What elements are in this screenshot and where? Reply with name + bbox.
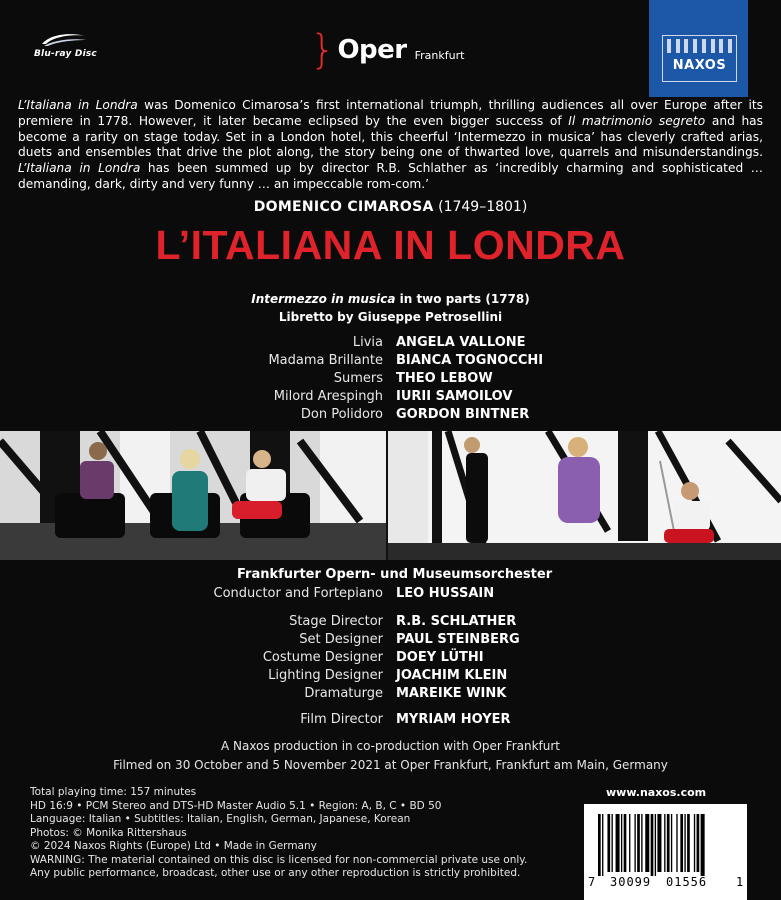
cast-name: IURII SAMOILOV [396,389,513,404]
synopsis-work-title: L’Italiana in Londra [18,161,141,176]
opera-title: L’ITALIANA IN LONDRA [155,222,626,268]
warning-line-2: Any public performance, broadcast, other use or any other reproduction is strictly prohibited. [30,867,521,879]
bluray-logo [34,30,106,59]
production-photos [0,431,781,560]
librettist: Libretto by Giuseppe Petrosellini [278,310,503,324]
creative-row [0,631,781,649]
technical-info [30,786,590,881]
cast-role: Don Polidoro [300,407,383,422]
naxos-word: NAXOS [672,58,727,73]
composer-line [0,199,781,215]
conductor-name: LEO HUSSAIN [396,586,495,601]
cast-row [0,370,781,388]
cast-row [0,388,781,406]
photo-hotel-lounge [0,431,386,560]
cast-role: Sumers [333,371,383,386]
creative-role: Dramaturge [304,686,383,701]
naxos-logo [649,0,748,97]
composer-dates: (1749–1801) [438,199,528,215]
orchestra-name: Frankfurter Opern- und Museumsorchester [237,567,553,582]
synopsis-paragraph: L’Italiana in Londra was Domenico Cimarosa’s first international triumph, thrilling audiences all over Europe after its premiere in 1778. However, it later became eclipsed by the even bigger success of Il matrimonio segreto and has become a rarity on stage today. Set in a London hotel, this cheerful ‘Intermezzo in musica’ has cleverly crafted arias, duets and ensembles that drive the plot along, the story being one of thwarted love, quarrels and misunderstandings. L’Italiana in Londra has been summed up by director R.B. Schlather as ‘incredibly charming and sophisticated … demanding, dark, dirty and very funny … an impeccable rom-com.’ [18,98,763,191]
film-director-name: MYRIAM HOYER [396,712,511,727]
creative-role: Costume Designer [262,650,383,665]
creative-row [0,649,781,667]
bluray-label: Blu-ray Disc [34,49,97,59]
conductor-role: Conductor and Fortepiano [213,586,383,601]
format-info: HD 16:9 • PCM Stereo and DTS-HD Master Audio 5.1 • Region: A, B, C • BD 50 [30,799,442,812]
conductor-row [0,585,781,603]
cast-row [0,334,781,352]
creative-name: MAREIKE WINK [396,686,507,701]
barcode [584,804,747,900]
creative-row [0,685,781,703]
photo-duel-scene [388,431,781,560]
cast-name: GORDON BINTNER [396,407,530,422]
subtitle-genre: Intermezzo in musica [251,292,396,306]
creative-name: JOACHIM KLEIN [396,668,508,683]
creative-role: Stage Director [289,614,383,629]
oper-brace-icon: } [310,27,336,73]
cast-name: THEO LEBOW [396,371,493,386]
cast-row [0,352,781,370]
language-info: Language: Italian • Subtitles: Italian, English, German, Japanese, Korean [30,813,411,825]
naxos-temple-icon [662,35,737,82]
cast-role: Madama Brillante [268,353,383,368]
oper-city: Frankfurt [414,48,465,62]
cast-name: BIANCA TOGNOCCHI [396,353,544,368]
filmed-note: Filmed on 30 October and 5 November 2021 at Oper Frankfurt, Frankfurt am Main, Germany [113,758,668,772]
film-director-row [0,711,781,729]
bluray-disc-icon [40,30,88,48]
production-note: A Naxos production in co-production with Oper Frankfurt [220,739,561,753]
creative-row [0,667,781,685]
oper-word: Oper [337,35,407,65]
subtitle: Intermezzo in musica in two parts (1778) Libretto by Giuseppe Petrosellini [0,290,781,326]
cast-role: Livia [352,335,383,350]
synopsis [18,98,763,193]
copyright: © 2024 Naxos Rights (Europe) Ltd • Made in Germany [30,840,317,852]
website: www.naxos.com [606,786,707,799]
creative-row [0,613,781,631]
synopsis-other-work: Il matrimonio segreto [568,113,706,128]
cast-row [0,406,781,424]
barcode-digits: 7 30099 01556 1 [588,875,744,889]
creative-role: Set Designer [299,632,383,647]
creative-name: DOEY LÜTHI [396,650,484,665]
playing-time: Total playing time: 157 minutes [30,786,197,798]
film-director-role: Film Director [300,712,383,727]
warning-line-1: WARNING: The material contained on this disc is licensed for non-commercial private use only. [30,853,528,866]
creative-role: Lighting Designer [268,668,383,683]
oper-frankfurt-logo [310,27,465,73]
composer-name: DOMENICO CIMAROSA [253,199,434,215]
cast-name: ANGELA VALLONE [396,335,526,350]
creative-name: R.B. SCHLATHER [396,614,517,629]
creative-name: PAUL STEINBERG [396,632,520,647]
cast-role: Milord Arespingh [273,389,383,404]
synopsis-work-title: L’Italiana in Londra [18,98,138,112]
photo-credit: Photos: © Monika Rittershaus [30,826,187,839]
barcode-bars-icon [598,814,734,876]
